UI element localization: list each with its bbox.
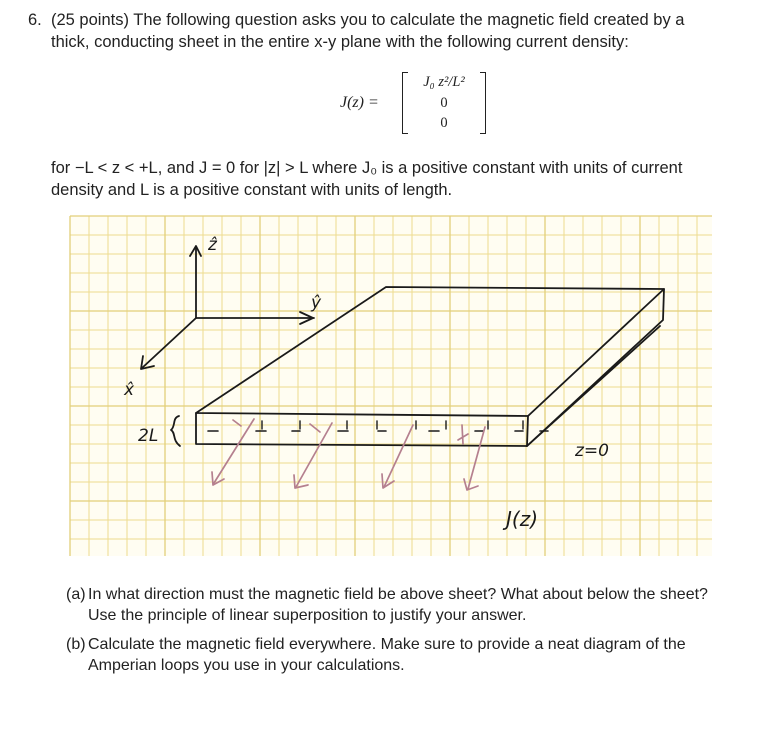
part-a-line2: Use the principle of linear superposition to justify your answer. xyxy=(88,607,527,624)
part-b-line2: Amperian loops you use in your calculations. xyxy=(88,657,405,674)
thickness-label: 2L xyxy=(138,426,159,446)
vector-row-1: J₀ z²/L² xyxy=(423,74,465,90)
x-axis-label: x̂ xyxy=(124,380,135,400)
condition-line1: for −L < z < +L, and J = 0 for |z| > L where J₀ is a positive constant with units of current xyxy=(51,159,683,177)
part-a-line1: In what direction must the magnetic field be above sheet? What about below the sheet? xyxy=(88,586,708,603)
question-number: 6. xyxy=(28,11,42,29)
current-density-label: J(z) xyxy=(506,507,539,531)
grid-paper xyxy=(70,216,712,556)
y-axis-label: ŷ xyxy=(311,293,322,313)
part-b-line1: Calculate the magnetic field everywhere. Make sure to provide a neat diagram of the xyxy=(88,636,686,653)
condition-line2: density and L is a positive constant with units of length. xyxy=(51,181,453,199)
part-a-tag: (a) xyxy=(66,586,86,603)
midplane-label: z=0 xyxy=(575,441,609,461)
part-b-tag: (b) xyxy=(66,636,86,653)
question-text-line1: (25 points) The following question asks you to calculate the magnetic field created by a xyxy=(51,11,685,29)
vector-row-2: 0 xyxy=(440,95,448,111)
vector-row-3: 0 xyxy=(440,115,448,131)
z-axis-label: ẑ xyxy=(208,235,217,255)
question-text-line2: thick, conducting sheet in the entire x-y plane with the following current density: xyxy=(51,33,629,51)
equation-lhs: J(z) = xyxy=(340,94,379,111)
